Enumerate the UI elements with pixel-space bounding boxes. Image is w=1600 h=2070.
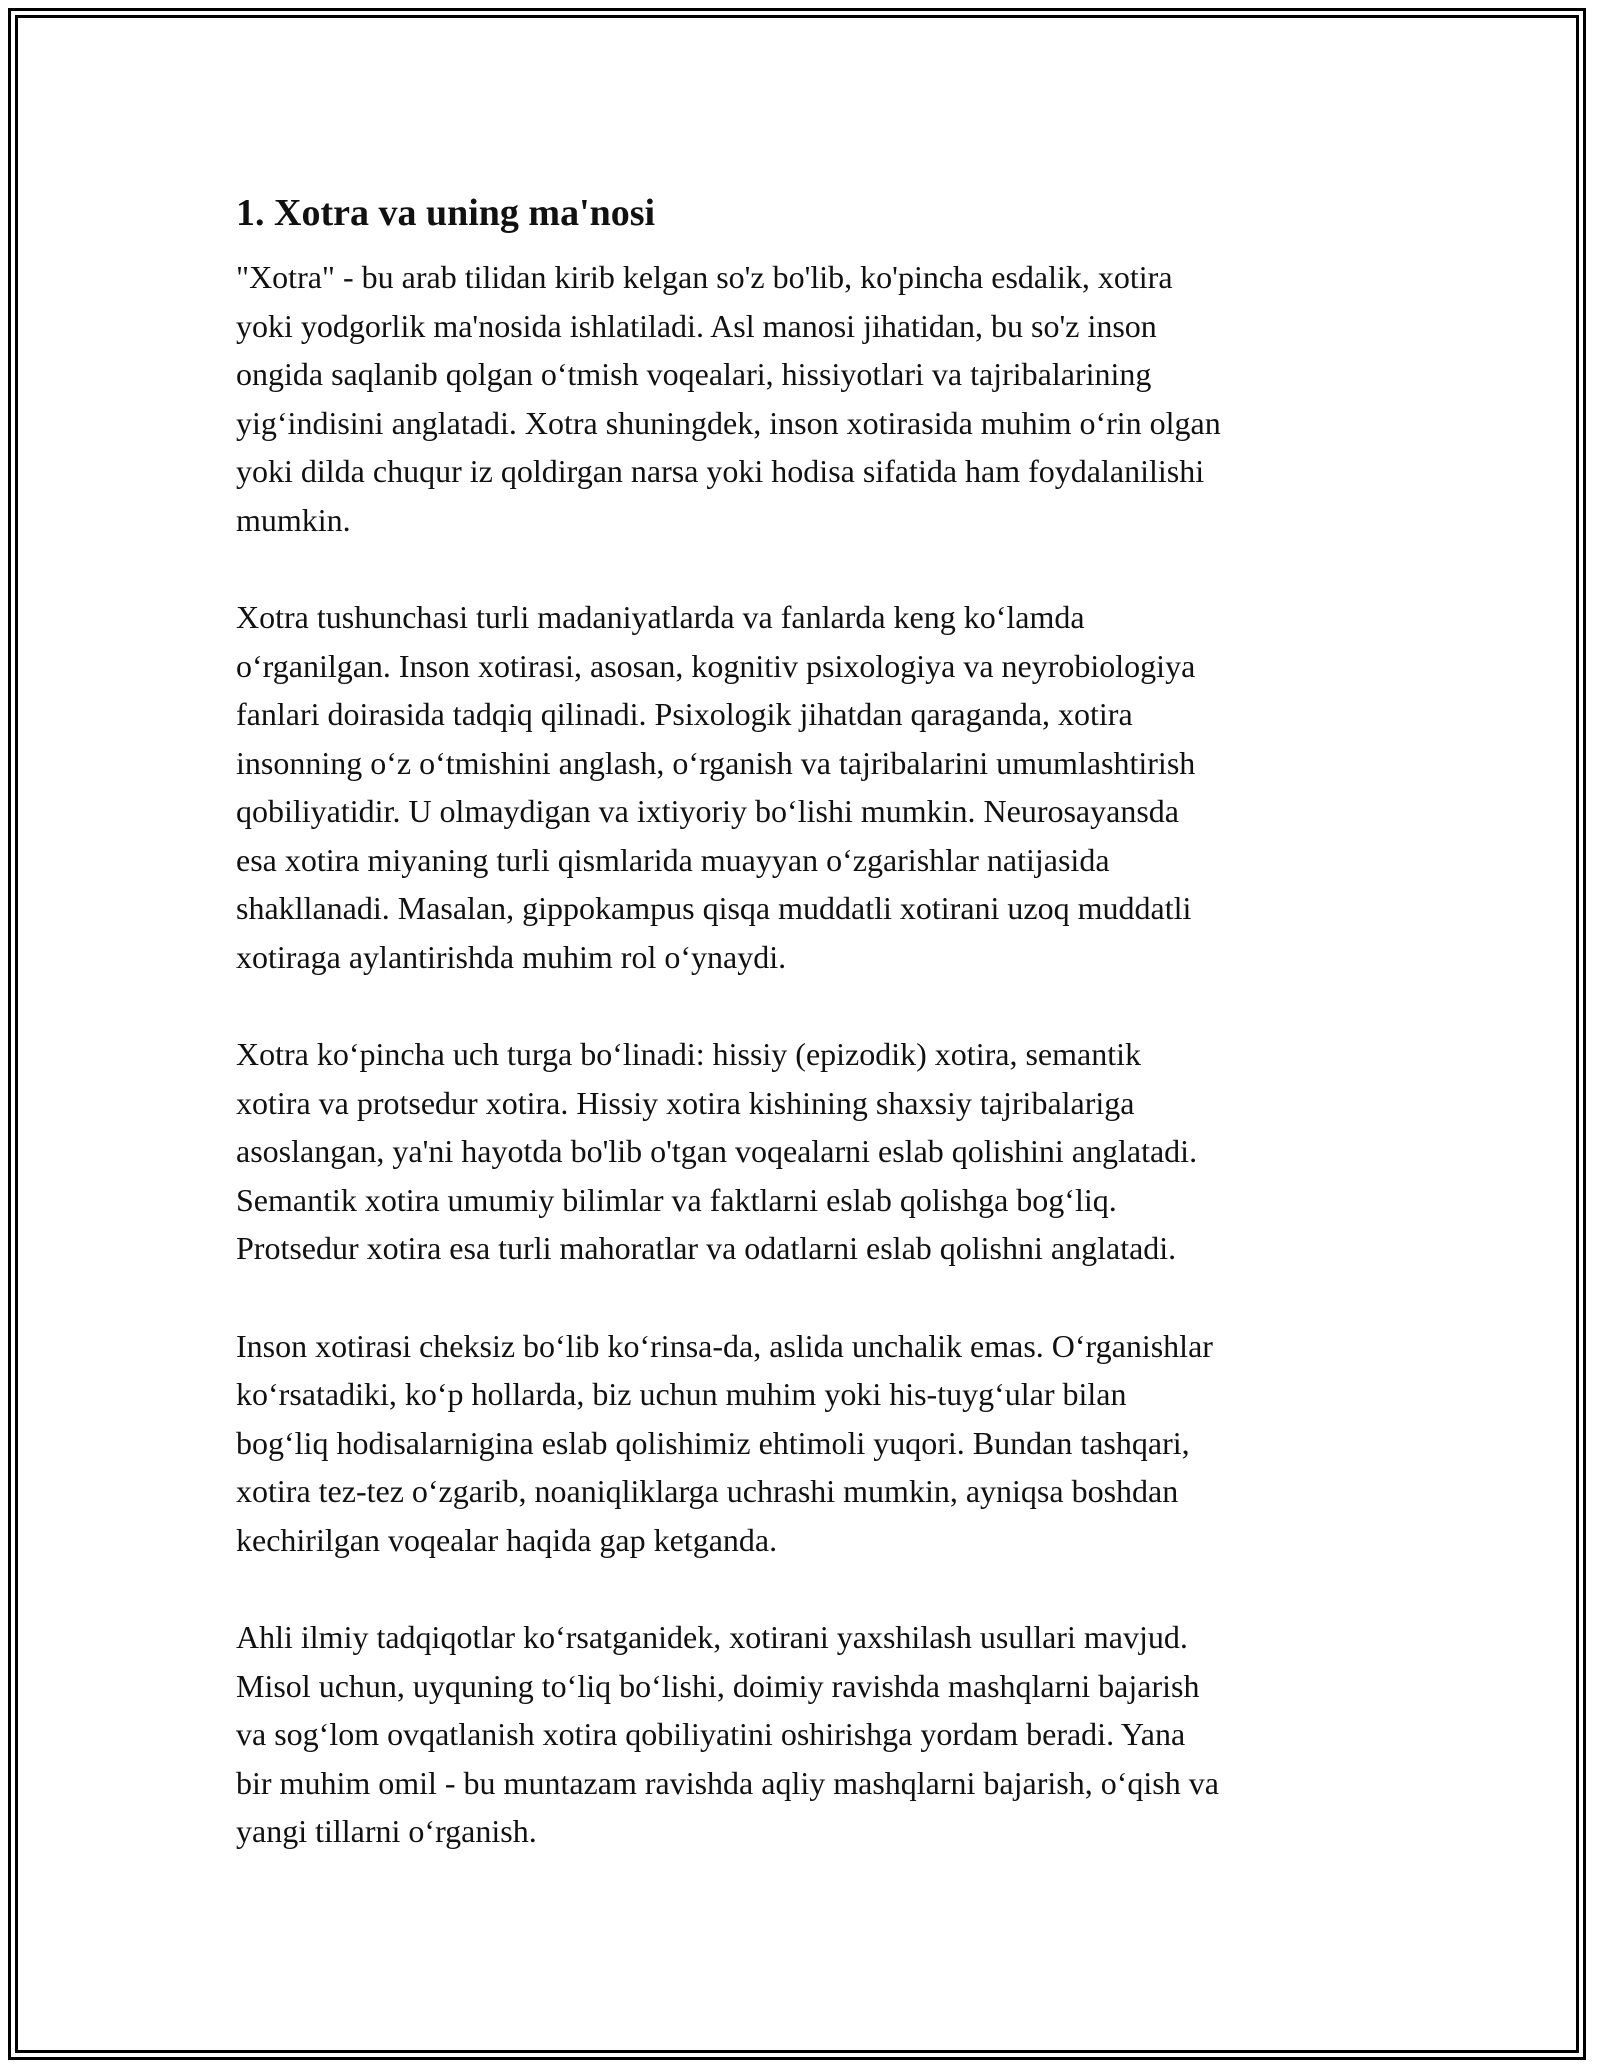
- text-line: bog‘liq hodisalarnigina eslab qolishimiz ehtimoli yuqori. Bundan tashqari,: [236, 1424, 1190, 1461]
- text-line: Xotra tushunchasi turli madaniyatlarda va fanlarda keng ko‘lamda: [236, 599, 1085, 635]
- document-body: [236, 185, 1386, 1905]
- text-line: o‘rganilgan. Inson xotirasi, asosan, kognitiv psixologiya va neyrobiologiya: [236, 647, 1196, 684]
- text-line: mumkin.: [236, 501, 351, 538]
- paragraph: [236, 593, 1386, 981]
- text-line: Semantik xotira umumiy bilimlar va faktlarni eslab qolishga bog‘liq.: [236, 1181, 1117, 1218]
- paragraph: [236, 1030, 1386, 1273]
- text-line: "Xotra" - bu arab tilidan kirib kelgan so'z bo'lib, ko'pincha esdalik, xotira: [236, 259, 1173, 295]
- text-line: insonning o‘z o‘tmishini anglash, o‘rganish va tajribalarini umumlashtirish: [236, 744, 1196, 781]
- text-line: va sog‘lom ovqatlanish xotira qobiliyatini oshirishga yordam beradi. Yana: [236, 1716, 1186, 1752]
- text-line: Ahli ilmiy tadqiqotlar ko‘rsatganidek, xotirani yaxshilash usullari mavjud.: [236, 1619, 1188, 1655]
- text-line: ko‘rsatadiki, ko‘p hollarda, biz uchun muhim yoki his-tuyg‘ular bilan: [236, 1376, 1127, 1412]
- text-line: shakllanadi. Masalan, gippokampus qisqa muddatli xotirani uzoq muddatli: [236, 890, 1192, 926]
- text-line: esa xotira miyaning turli qismlarida muayyan o‘zgarishlar natijasida: [236, 841, 1110, 878]
- paragraph: [236, 1322, 1386, 1565]
- text-line: xotiraga aylantirishda muhim rol o‘ynaydi.: [236, 938, 787, 975]
- text-line: Xotra ko‘pincha uch turga bo‘linadi: hissiy (epizodik) xotira, semantik: [236, 1036, 1141, 1072]
- section-heading: 1. Xotra va uning ma'nosi: [236, 192, 656, 234]
- text-line: xotira va protsedur xotira. Hissiy xotira kishining shaxsiy tajribalariga: [236, 1084, 1135, 1121]
- text-line: yangi tillarni o‘rganish.: [236, 1813, 537, 1849]
- text-line: Misol uchun, uyquning to‘liq bo‘lishi, doimiy ravishda mashqlarni bajarish: [236, 1667, 1200, 1704]
- paragraph-list: [236, 253, 1386, 1856]
- text-line: ongida saqlanib qolgan o‘tmish voqealari, hissiyotlari va tajribalarining: [236, 356, 1152, 392]
- text-line: Protsedur xotira esa turli mahoratlar va odatlarni eslab qolishni anglatadi.: [236, 1230, 1177, 1266]
- text-line: kechirilgan voqealar haqida gap ketganda.: [236, 1521, 778, 1558]
- text-line: fanlari doirasida tadqiq qilinadi. Psixologik jihatdan qaraganda, xotira: [236, 696, 1133, 732]
- text-line: yoki yodgorlik ma'nosida ishlatiladi. Asl manosi jihatidan, bu so'z inson: [236, 307, 1157, 344]
- text-line: Inson xotirasi cheksiz bo‘lib ko‘rinsa-da, aslida unchalik emas. O‘rganishlar: [236, 1327, 1213, 1364]
- text-line: bir muhim omil - bu muntazam ravishda aqliy mashqlarni bajarish, o‘qish va: [236, 1764, 1219, 1801]
- paragraph: [236, 1613, 1386, 1856]
- text-line: yig‘indisini anglatadi. Xotra shuningdek, inson xotirasida muhim o‘rin olgan: [236, 404, 1221, 441]
- text-line: yoki dilda chuqur iz qoldirgan narsa yoki hodisa sifatida ham foydalanilishi: [236, 453, 1205, 489]
- text-line: xotira tez-tez o‘zgarib, noaniqliklarga uchrashi mumkin, ayniqsa boshdan: [236, 1473, 1179, 1509]
- text-line: qobiliyatidir. U olmaydigan va ixtiyoriy bo‘lishi mumkin. Neurosayansda: [236, 793, 1179, 829]
- paragraph: [236, 253, 1386, 544]
- text-line: asoslangan, ya'ni hayotda bo'lib o'tgan voqealarni eslab qolishini anglatadi.: [236, 1133, 1198, 1169]
